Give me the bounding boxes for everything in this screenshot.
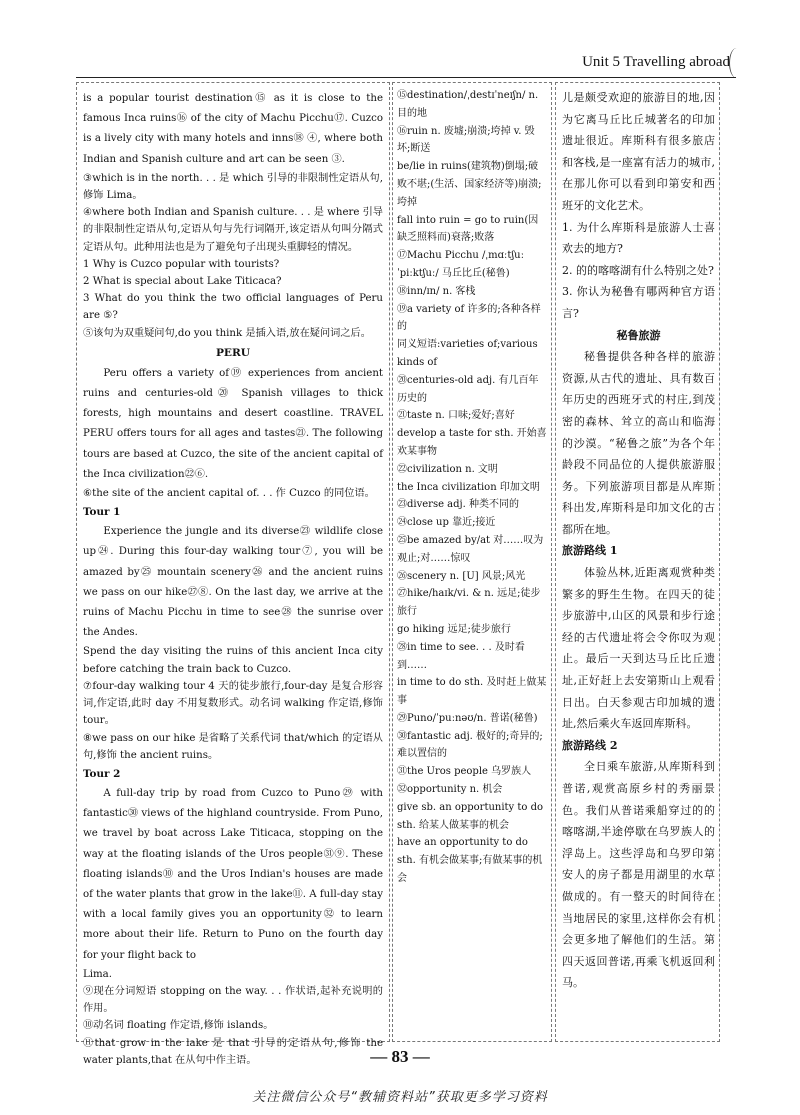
header-rule xyxy=(76,77,736,78)
reading-paragraph-17: Lima. xyxy=(83,968,112,980)
reading-paragraph-3: 1 Why is Cuzco popular with tourists? xyxy=(83,258,280,270)
chinese-translation-column xyxy=(555,82,720,1042)
vocab-entry-0: ⑮destination/ˌdestɪˈneɪʃn/ n. 目的地 xyxy=(397,90,539,119)
vocab-entry-22: ㉚fantastic adj. 极好的;奇异的;难以置信的 xyxy=(397,730,543,760)
reading-paragraph-4: 2 What is special about Lake Titicaca? xyxy=(83,276,282,288)
vocab-entry-10: develop a taste for sth. 开始喜欢某事物 xyxy=(397,428,547,457)
vocab-entry-11: ㉒civilization n. 文明 xyxy=(397,463,498,475)
page-header xyxy=(0,46,800,76)
vocab-entry-3: fall into ruin = go to ruin(因缺乏照料而)衰落;败落 xyxy=(397,214,539,244)
vocab-entry-16: ㉖scenery n. [U] 风景;风光 xyxy=(397,570,526,582)
translation-paragraph-7: 体验丛林,近距离观赏种类繁多的野生生物。在四天的徒步旅游中,山区的风景和步行途经的古代遗址将会令你叹为观止。最后一天到达马丘比丘遗址,正好赶上去安第斯山上观看日出。白天参观古印加城的遗址,然后乘火车返回库斯科。 xyxy=(562,566,715,731)
unit-title: Unit 5 Travelling abroad xyxy=(582,54,730,70)
vocab-entry-9: ㉑taste n. 口味;爱好;喜好 xyxy=(397,410,515,422)
page-number: — 83 — xyxy=(370,1047,430,1066)
vocab-entry-21: ㉙Puno/ˈpuːnəʊ/n. 普诺(秘鲁) xyxy=(397,712,538,724)
reading-paragraph-13: ⑦four-day walking tour 4 天的徒步旅行,four-day 是复合形容词,作定语,此时 day 不用复数形式。动名词 walking 作定语,修饰 tour。 xyxy=(83,680,383,727)
reading-paragraph-19: ⑩动名词 floating 作定语,修饰 islands。 xyxy=(83,1020,274,1032)
reading-paragraph-6: ⑤该句为双重疑问句,do you think 是插入语,放在疑问词之后。 xyxy=(83,327,371,339)
reading-paragraph-11: Experience the jungle and its diverse㉓ wildlife close up㉔. During this four-day walking tour⑦, you will be amazed by㉕ mountain scenery㉖ and the ancient ruins we pass on our hike㉗⑧. On the last day, we arrive at the ruins of Machu Picchu in time to see㉘ the sunrise over the Andes. xyxy=(83,526,383,639)
reading-paragraph-8: Peru offers a variety of⑲ experiences from ancient ruins and centuries-old⑳ Spanish villages to thick forests, high mountains and desert coastline. TRAVEL PERU offers tours for all ages and tastes㉑. The following tours are based at Cuzco, the site of the ancient capital of the Inca civilization㉒⑥. xyxy=(83,367,383,480)
vocabulary-notes-column xyxy=(392,82,552,1042)
vocab-entry-7: 同义短语:varieties of;various kinds of xyxy=(397,339,538,368)
reading-paragraph-0: is a popular tourist destination⑮ as it is close to the famous Inca ruins⑯ of the city of Machu Picchu⑰. Cuzco is a lively city with many hotels and inns⑱ ④, where both Indian and Spanish culture and art can be seen ③. xyxy=(83,93,383,165)
vocab-entry-15: ㉕be amazed by/at 对……叹为观止;对……惊叹 xyxy=(397,534,544,564)
reading-paragraph-9: ⑥the site of the ancient capital of. . . 作 Cuzco 的同位语。 xyxy=(83,488,375,500)
translation-paragraph-9: 全日乘车旅游,从库斯科到普诺,观赏高原乡村的秀丽景色。我们从普诺乘船穿过的的喀喀湖,半途停歇在乌罗族人的浮岛上。这些浮岛和乌罗印第安人的房子都是用湖里的水草做成的。有一整天的时间待在当地居民的家里,这样你会有机会更多地了解他们的生活。第四天返回普诺,再乘飞机返回利马。 xyxy=(562,760,715,990)
translation-paragraph-8: 旅游路线 2 xyxy=(562,738,618,752)
translation-paragraph-1: 1. 为什么库斯科是旅游人士喜欢去的地方? xyxy=(562,220,715,256)
reading-paragraph-5: 3 What do you think the two official languages of Peru are ⑤? xyxy=(83,293,383,322)
reading-paragraph-12: Spend the day visiting the ruins of this ancient Inca city before catching the train back to Cuzco. xyxy=(83,646,383,675)
translation-paragraph-6: 旅游路线 1 xyxy=(562,544,618,558)
reading-paragraph-16: A full-day trip by road from Cuzco to Puno㉙ with fantastic㉚ views of the highland countryside. From Puno, we travel by boat across Lake Titicaca, stopping on the way at the floating islands of the Uros people㉛⑨. These floating islands⑩ and the Uros Indian's houses are made of the water plants that grow in the lake⑪. A full-day stay with a local family gives you an opportunity㉜ to learn more about their life. Return to Puno on the fourth day for your flight back to xyxy=(83,787,383,961)
footer-note: 关注微信公众号“教辅资料站”获取更多学习资料 xyxy=(252,1090,548,1105)
vocab-entry-23: ㉛the Uros people 乌罗族人 xyxy=(397,766,532,778)
reading-paragraph-18: ⑨现在分词短语 stopping on the way. . . 作状语,起补充说明的作用。 xyxy=(83,985,383,1015)
translation-paragraph-3: 3. 你认为秘鲁有哪两种官方语言? xyxy=(562,285,715,320)
vocab-entry-4: ⑰Machu Picchu /ˌmɑːtʃuː ˈpiːktʃuː/ 马丘比丘(秘鲁) xyxy=(397,250,524,279)
vocab-entry-2: be/lie in ruins(建筑物)倒塌;破败不堪;(生活、国家经济等)崩溃;垮掉 xyxy=(397,161,542,208)
reading-paragraph-10: Tour 1 xyxy=(83,506,121,519)
translation-paragraph-4: 秘鲁旅游 xyxy=(616,328,661,342)
header-curve-decoration xyxy=(729,48,744,78)
vocab-entry-14: ㉔close up 靠近;接近 xyxy=(397,517,496,529)
vocab-entry-17: ㉗hike/haɪk/vi. & n. 远足;徒步旅行 xyxy=(397,588,541,618)
vocab-entry-12: the Inca civilization 印加文明 xyxy=(397,481,540,493)
vocab-entry-18: go hiking 远足;徒步旅行 xyxy=(397,623,511,635)
reading-paragraph-7: PERU xyxy=(215,346,251,359)
vocab-entry-6: ⑲a variety of 许多的;各种各样的 xyxy=(397,303,541,333)
vocab-entry-26: have an opportunity to do sth. 有机会做某事;有做某事的机会 xyxy=(397,837,543,885)
translation-paragraph-2: 2. 的的喀喀湖有什么特别之处? xyxy=(562,263,714,277)
translation-paragraph-5: 秘鲁提供各种各样的旅游资源,从古代的遗址、具有数百年历史的西班牙式的村庄,到茂密的森林、耸立的高山和临海的沙漠。“秘鲁之旅”为各个年龄段不同品位的人提供旅游服务。下列旅游项目都是从库斯科出发,库斯科是印加文化的古都所在地。 xyxy=(562,350,715,536)
vocab-entry-1: ⑯ruin n. 废墟;崩溃;垮掉 v. 毁坏;断送 xyxy=(397,125,535,155)
vocab-entry-13: ㉓diverse adj. 种类不同的 xyxy=(397,499,519,511)
vocab-entry-8: ⑳centuries-old adj. 有几百年历史的 xyxy=(397,374,539,404)
reading-paragraph-2: ④where both Indian and Spanish culture. . . 是 where 引导的非限制性定语从句,定语从句与先行词隔开,该定语从句叫分隔式定语从句。此种用法也是为了避免句子出现头重脚轻的情况。 xyxy=(83,207,383,253)
vocab-entry-5: ⑱inn/ɪn/ n. 客栈 xyxy=(397,285,476,297)
vocab-entry-25: give sb. an opportunity to do sth. 给某人做某事的机会 xyxy=(397,801,544,831)
vocab-entry-24: ㉜opportunity n. 机会 xyxy=(397,784,503,796)
reading-paragraph-20: ⑪that grow in the lake 是 that 引导的定语从句,修饰 the water plants,that 在从句中作主语。 xyxy=(83,1037,383,1066)
reading-paragraph-14: ⑧we pass on our hike 是省略了关系代词 that/which 的定语从句,修饰 the ancient ruins。 xyxy=(83,732,383,761)
reading-paragraph-15: Tour 2 xyxy=(83,767,121,780)
reading-paragraph-1: ③which is in the north. . . 是 which 引导的非限制性定语从句,修饰 Lima。 xyxy=(83,172,383,202)
vocab-entry-19: ㉘in time to see. . . 及时看到…… xyxy=(397,641,525,671)
reading-text-column xyxy=(76,82,390,1066)
vocab-entry-20: in time to do sth. 及时赶上做某事 xyxy=(397,677,547,707)
translation-paragraph-0: 儿是颇受欢迎的旅游目的地,因为它离马丘比丘城著名的印加遗址很近。库斯科有很多旅店和客栈,是一座富有活力的城市,在那儿你可以看到印第安和西班牙的文化艺术。 xyxy=(562,91,715,212)
